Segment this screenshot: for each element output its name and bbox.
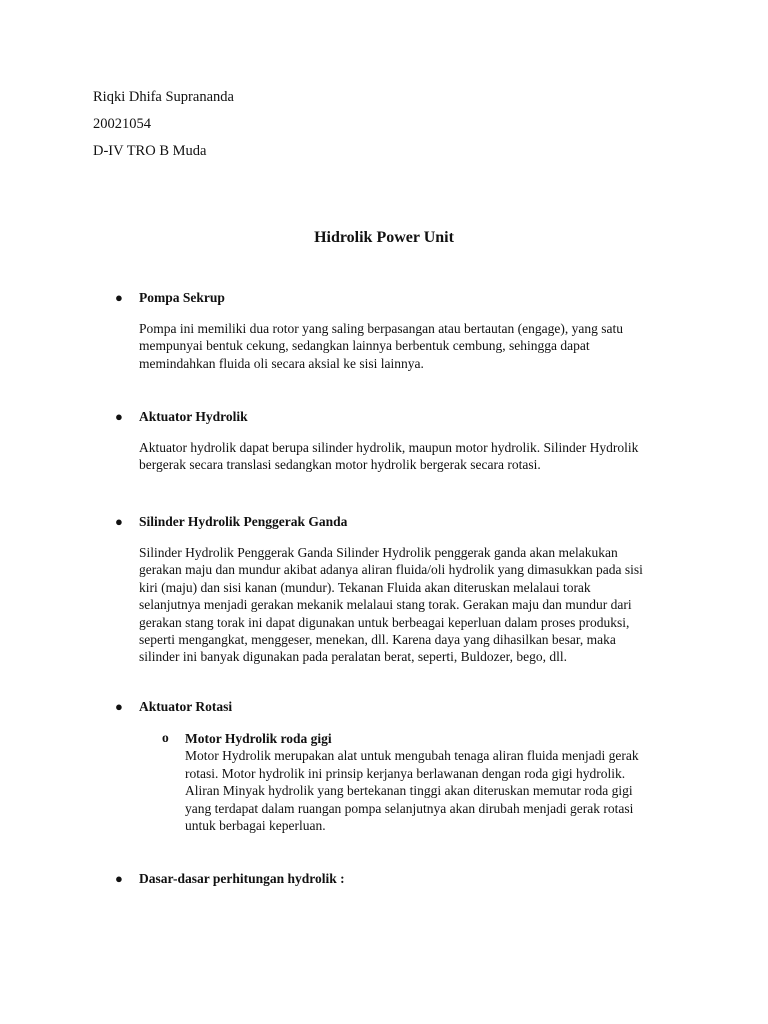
student-id: 20021054 [93, 116, 151, 132]
body-line: Motor Hydrolik merupakan alat untuk mengubah tenaga aliran fluida menjadi gerak [185, 748, 639, 764]
section-body [139, 320, 685, 372]
bullet-icon: ● [115, 514, 123, 529]
section-heading [93, 698, 683, 716]
section-heading [93, 289, 683, 307]
section-dasar-perhitungan [93, 870, 683, 888]
author-name: Riqki Dhifa Suprananda [93, 89, 234, 105]
section-body [139, 544, 685, 666]
body-line: memindahkan fluida oli secara aksial ke sisi lainnya. [139, 355, 424, 371]
bullet-icon: ● [115, 290, 123, 305]
body-line: mempunyai bentuk cekung, sedangkan lainnya berbentuk cembung, sehingga dapat [139, 338, 590, 354]
body-line: silinder ini banyak digunakan pada peralatan berat, seperti, Buldozer, bego, dll. [139, 649, 567, 665]
body-line: gerakan stang torak ini dapat digunakan untuk berbeagai keperluan dalam proses produksi, [139, 614, 630, 630]
page-title: Hidrolik Power Unit [314, 229, 454, 246]
body-line: Aktuator hydrolik dapat berupa silinder hydrolik, maupun motor hydrolik. Silinder Hydrolik [139, 440, 639, 455]
bullet-icon: ● [115, 871, 123, 886]
body-line: yang terdapat dalam ruangan pompa selanjutnya akan dirubah menjadi gerak rotasi [185, 800, 634, 816]
section-pompa-sekrup [93, 289, 683, 372]
body-line: gerakan maju dan mundur akibat adanya aliran fluida/oli hydrolik yang dimasukkan pada sisi [139, 562, 643, 578]
sub-item-motor-hydrolik [139, 730, 683, 834]
class-name: D-IV TRO B Muda [93, 143, 207, 159]
hollow-bullet-icon: o [162, 730, 169, 745]
body-line: Silinder Hydrolik Penggerak Ganda Silinder Hydrolik penggerak ganda akan melakukan [139, 545, 618, 560]
section-heading-text: Silinder Hydrolik Penggerak Ganda [139, 514, 348, 529]
bullet-icon: ● [115, 409, 123, 424]
body-line: rotasi. Motor hydrolik ini prinsip kerjanya berlawanan dengan roda gigi hydrolik. [185, 765, 626, 781]
section-heading-text: Aktuator Rotasi [139, 699, 233, 714]
section-heading-text: Aktuator Hydrolik [139, 409, 248, 424]
section-heading [93, 513, 683, 531]
section-heading-text: Pompa Sekrup [139, 290, 225, 305]
section-aktuator-hydrolik [93, 408, 683, 474]
sub-body [185, 747, 685, 834]
body-line: Aliran Minyak hydrolik yang bertekanan tinggi akan diteruskan memutar roda gigi [185, 783, 633, 799]
body-line: selanjutnya menjadi gerakan mekanik melalaui stang torak. Gerakan maju dan mundur dari [139, 597, 632, 613]
section-heading-text: Dasar-dasar perhitungan hydrolik : [139, 871, 345, 886]
body-line: Pompa ini memiliki dua rotor yang saling berpasangan atau bertautan (engage), yang satu [139, 321, 623, 336]
body-line: untuk berbagai keperluan. [185, 818, 326, 834]
section-body [139, 439, 685, 474]
body-line: bergerak secara translasi sedangkan motor hydrolik bergerak secara rotasi. [139, 457, 541, 473]
body-line: kiri (maju) dan sisi kanan (mundur). Tekanan Fluida akan diteruskan melalaui torak [139, 579, 591, 595]
section-heading [93, 870, 683, 888]
sub-heading: Motor Hydrolik roda gigi [185, 731, 332, 746]
section-heading [93, 408, 683, 426]
section-aktuator-rotasi [93, 698, 683, 834]
body-line: seperti mengangkat, menggeser, menekan, dll. Karena daya yang dihasilkan besar, maka [139, 632, 616, 648]
bullet-icon: ● [115, 699, 123, 714]
section-silinder-penggerak-ganda [93, 513, 683, 666]
